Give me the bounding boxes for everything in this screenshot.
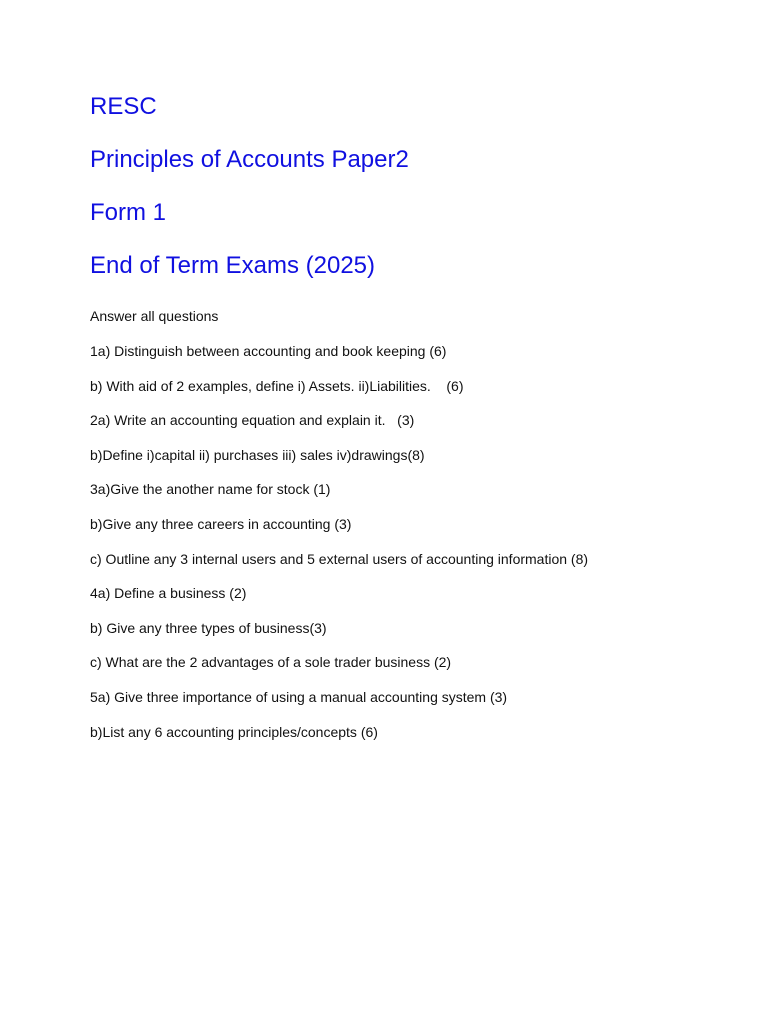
school-name: RESC — [90, 93, 157, 120]
question-4a: 4a) Define a business (2) — [90, 585, 247, 602]
exam-instruction: Answer all questions — [90, 308, 219, 324]
question-5b: b)List any 6 accounting principles/concepts (6) — [90, 723, 378, 740]
question-1b: b) With aid of 2 examples, define i) Assets. ii)Liabilities. (6) — [90, 377, 464, 394]
question-2a: 2a) Write an accounting equation and explain it. (3) — [90, 412, 415, 429]
subject-title: Principles of Accounts Paper2 — [90, 146, 409, 173]
question-1a: 1a) Distinguish between accounting and book keeping (6) — [90, 343, 447, 359]
question-4b: b) Give any three types of business(3) — [90, 619, 327, 636]
form-level: Form 1 — [90, 199, 167, 226]
question-5a: 5a) Give three importance of using a manual accounting system (3) — [90, 688, 508, 705]
question-4c: c) What are the 2 advantages of a sole trader business (2) — [90, 654, 452, 671]
question-2b: b)Define i)capital ii) purchases iii) sales iv)drawings(8) — [90, 446, 425, 463]
question-3b: b)Give any three careers in accounting (3) — [90, 515, 352, 532]
question-3c: c) Outline any 3 internal users and 5 external users of accounting information (8) — [90, 550, 589, 567]
exam-document — [90, 93, 730, 757]
question-3a: 3a)Give the another name for stock (1) — [90, 481, 331, 498]
exam-title: End of Term Exams (2025) — [90, 252, 376, 279]
